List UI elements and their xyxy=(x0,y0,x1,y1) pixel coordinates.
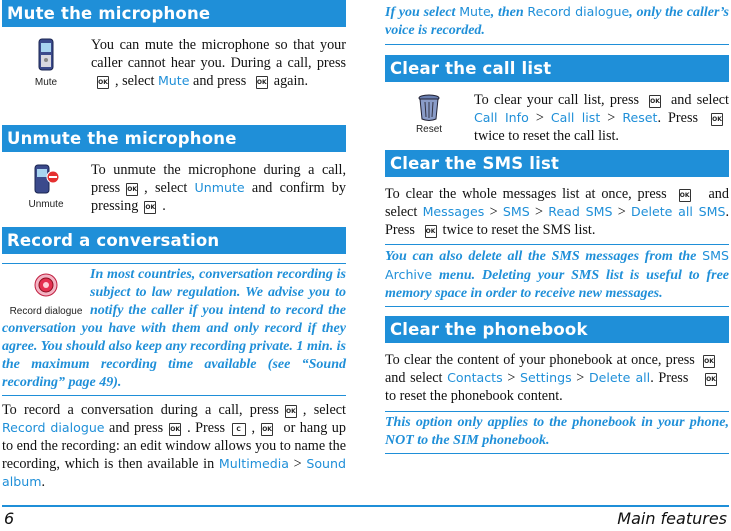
ok-key-icon: OK xyxy=(169,423,181,436)
ok-key-icon: OK xyxy=(679,189,691,202)
ok-key-icon: OK xyxy=(649,95,661,108)
ok-key-icon: OK xyxy=(425,225,437,238)
ok-key-icon: OK xyxy=(703,355,715,368)
section-title: Main features xyxy=(617,509,727,528)
record-note: Record dialogue In most countries, conversation recording is subject to law regulation. We advise you to notify the caller if you intend to record the conversation you have with them and only record if they agree. You should also keep any recording private. 1 min. is the maximum recording time available (see “Sound recording” page 49). xyxy=(2,263,346,392)
unmute-heading: Unmute the microphone xyxy=(2,125,346,152)
call-list-text: To clear your call list, press OK and select Call Info > Call list > Reset. Press OKtwice to reset the call list. xyxy=(474,92,729,144)
page-number: 6 xyxy=(4,509,15,528)
unmute-icon-box: Unmute xyxy=(2,163,90,210)
mute-icon-box: Mute xyxy=(2,38,90,88)
left-column xyxy=(2,0,346,491)
unmute-text: To unmute the microphone during a call, press OK , select Unmute and confirm by pressing OK . xyxy=(91,162,346,214)
sms-list-text: To clear the whole messages list at once, press OK and select Messages > SMS > Read SMS > Delete all SMS. Press OK twice to reset the SMS list. xyxy=(385,186,729,238)
ok-key-icon: OK xyxy=(126,183,138,196)
record-icon-box: Record dialogue xyxy=(2,273,90,321)
ok-key-icon: OK xyxy=(144,201,156,214)
call-list-section xyxy=(385,91,729,149)
reset-icon-box: Reset xyxy=(385,93,473,135)
record-icon xyxy=(34,273,58,297)
c-key-icon: C xyxy=(232,423,246,436)
ok-key-icon: OK xyxy=(256,76,268,89)
record-instructions: To record a conversation during a call, press OK , select Record dialogue and press OK . Press C , OK or hang up to end the recording: an edit window allows you to name the recording, which is then available in Multimedia > Sound album. xyxy=(2,402,347,490)
ok-key-icon: OK xyxy=(285,405,297,418)
phone-unmute-icon xyxy=(29,163,63,195)
ok-key-icon: OK xyxy=(97,76,109,89)
mute-record-note: If you select Mute, then Record dialogue, only the caller’s voice is recorded. xyxy=(385,0,729,45)
sms-archive-note: You can also delete all the SMS messages from the SMS Archive menu. Deleting your SMS list is useful to free memory space in order to receive new messages. xyxy=(385,244,729,307)
mute-text: You can mute the microphone so that your caller cannot hear you. During a call, pressOK , select Mute and press OK again. xyxy=(91,37,346,89)
phonebook-note: This option only applies to the phonebook in your phone, NOT to the SIM phonebook. xyxy=(385,411,729,454)
ok-key-icon: OK xyxy=(261,423,273,436)
clear-phonebook-heading: Clear the phonebook xyxy=(385,316,729,343)
reset-bin-icon xyxy=(416,93,442,121)
clear-sms-list-heading: Clear the SMS list xyxy=(385,150,729,177)
mute-section xyxy=(2,36,346,120)
phone-mute-icon xyxy=(35,38,57,72)
mute-heading: Mute the microphone xyxy=(2,0,346,27)
phonebook-text: To clear the content of your phonebook at once, press OKand select Contacts > Settings > Delete all. Press OKto reset the phonebook content. xyxy=(385,352,716,404)
clear-call-list-heading: Clear the call list xyxy=(385,55,729,82)
record-heading: Record a conversation xyxy=(2,227,346,254)
unmute-section xyxy=(2,161,346,218)
ok-key-icon: OK xyxy=(705,373,717,386)
ok-key-icon: OK xyxy=(711,113,723,126)
footer-rule xyxy=(2,505,729,507)
right-column xyxy=(385,0,729,454)
